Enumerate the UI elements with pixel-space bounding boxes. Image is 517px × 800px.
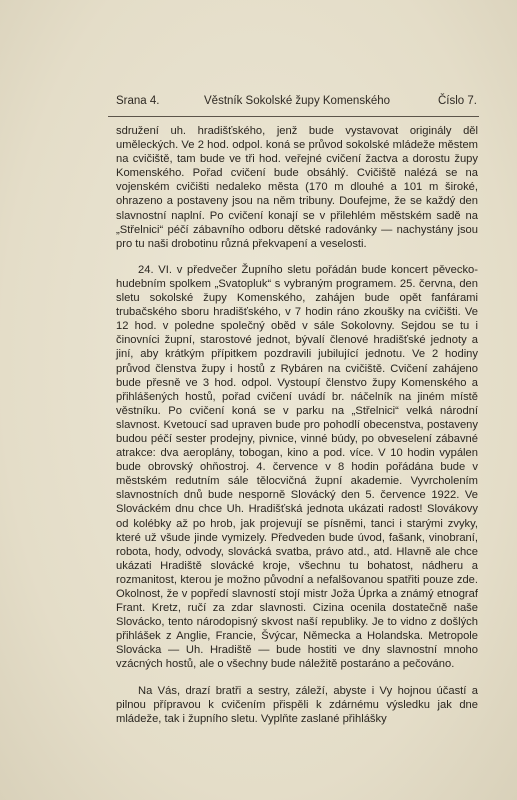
paragraph-3: Na Vás, drazí bratři a sestry, záleží, abyste i Vy hojnou účastí a pilnou přípravou k cvičením přispěli k zdárnému výsledku jak dne mládeže, tak i župního sletu. Vyplňte zaslané přihlášky	[116, 684, 478, 725]
header-rule	[108, 116, 479, 117]
issue-number: Číslo 7.	[438, 95, 477, 107]
paragraph-2: 24. VI. v předvečer Župního sletu pořádán bude koncert pěvecko-hudebním spolkem „Svatopluk“ s vybraným programem. 25. června, den sletu sokolské župy Komenského, zahájen bude opět fanfárami trubačského sboru hradišťského, v 7 hodin ráno zkoušky na cvičišti. Ve 12 hod. v poledne společný oběd v sále Sokolovny. Sejdou se tu i činovníci župní, starostové jednot, bývalí členové hradišťské jednoty a jiní, aby krátkým přípitkem pozdravili jubilující jednotu. Ve 2 hodiny průvod členstva župy i hostů z Rybáren na cvičiště. Cvičení zahájeno bude přesně ve 3 hod. odpol. Vystoupí členstvo župy Komenského a přihlášených hostů, pořad cvičení uvádí br. náčelník na jiném místě věstníku. Po cvičení koná se v parku na „Střelnici“ velká národní slavnost. Kvetoucí sad upraven bude pro pohodlí obecenstva, postaveny budou péčí sester prodejny, pivnice, vinné búdy, po obveselení zábavné atrakce: dva aeroplány, tobogan, kino a pod. více. V 10 hodin vypálen bude obrovský ohňostroj. 4. července v 8 hodin pořádána bude v městském redutním sále tělocvičná župní akademie. Vyvrcholením slavnostních dnů bude nesporně Slovácký den 5. července 1922. Ve Slováckém dnu chce Uh. Hradišťská jednota ukázati radost! Slovákovy od kolébky až po hrob, jak projevují se písněmi, tanci i starými zvyky, které už všude jinde vymizely. Předveden bude úvod, fašank, vinobraní, robota, hody, odvody, slovácká svatba, právo atd., atd. Hlavně ale chce ukázati Hradiště slovácké kroje, všechnu tu bohatost, nádheru a rozmanitost, kterou je možno původní a nefalšovanou spatřiti pouze zde. Okolnost, že v popředí slavností stojí mistr Joža Úprka a známý etnograf Frant. Kretz, ručí za zdar slavnosti. Cizina ocenila dostatečně naše Slovácko, tento národopisný skvost naší republiky. Je to vidno z došlých přihlášek z Anglie, Francie, Švýcar, Německa a Holandska. Metropole Slovácka — Uh. Hradiště — bude hostiti ve dny slavnostní mnoho vzácných hostů, ale o všechny bude náležitě postaráno a pečováno.	[116, 263, 478, 671]
article-body	[116, 124, 478, 726]
journal-title: Věstník Sokolské župy Komenského	[204, 95, 391, 107]
paragraph-1: sdružení uh. hradišťského, jenž bude vystavovat originály děl uměleckých. Ve 2 hod. odpol. koná se průvod sokolské mládeže městem na cvičiště, tam bude ve tři hod. veřejné cvičení žactva a dorostu župy Komenského. Pořad cvičení bude obsáhlý. Cvičiště nalézá se na vojenském cvičišti nedaleko města (170 m dlouhé a 101 m široké, ohrazeno a postaveny jsou na něm tribuny. Doufejme, že se každý den slavnostní naplní. Po cvičení konají se v přilehlém městském sadě na „Střelnici“ péčí zábavního odboru dětské radovánky — nachystány jsou pro tu naši drobotinu různá překvapení a veselosti.	[116, 125, 478, 250]
page-number: Srana 4.	[116, 95, 160, 107]
